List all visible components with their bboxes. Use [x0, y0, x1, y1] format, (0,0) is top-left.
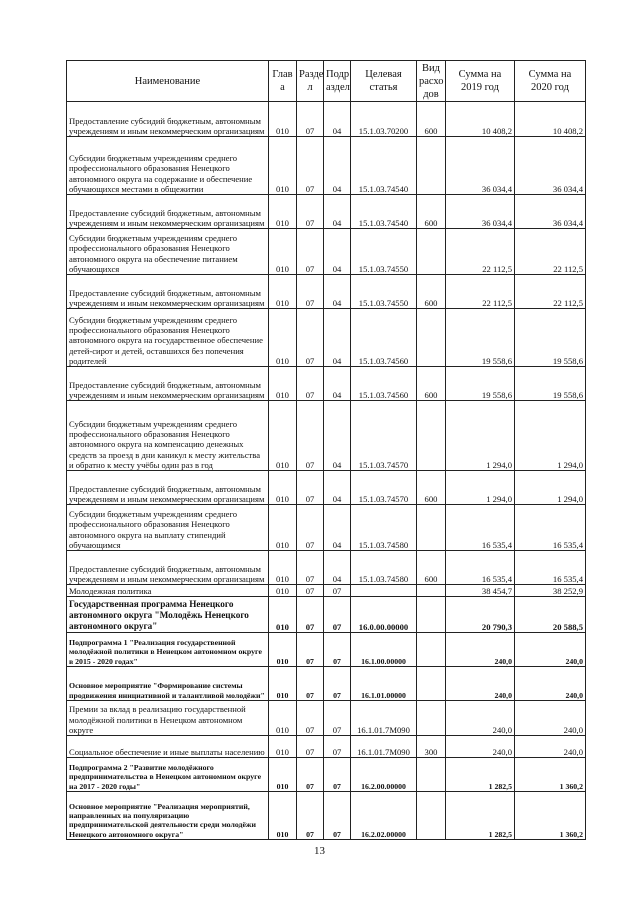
target-article-cell: 16.1.01.7М090 — [351, 736, 417, 758]
expense-type-cell — [417, 505, 446, 551]
table-row — [67, 195, 586, 229]
podrazdel-cell: 04 — [324, 471, 351, 505]
header-podrazdel: Подр аздел — [324, 61, 351, 102]
podrazdel-cell: 07 — [324, 701, 351, 736]
podrazdel-cell: 04 — [324, 102, 351, 137]
expense-type-cell — [417, 597, 446, 633]
table-row — [67, 505, 586, 551]
sum-2019-cell: 240,0 — [446, 667, 515, 701]
razdel-cell: 07 — [297, 401, 324, 471]
table-row — [67, 137, 586, 195]
table-row — [67, 551, 586, 585]
sum-2019-cell: 36 034,4 — [446, 195, 515, 229]
razdel-cell: 07 — [297, 102, 324, 137]
sum-2020-cell: 19 558,6 — [515, 367, 586, 401]
target-article-cell: 15.1.03.74540 — [351, 195, 417, 229]
target-article-cell: 15.1.03.74550 — [351, 275, 417, 309]
target-article-cell: 15.1.03.74560 — [351, 309, 417, 367]
row-name-cell: Субсидии бюджетным учреждениям среднего профессионального образования Ненецкого автономного округа на государственное обеспечение детей-сирот и детей, оставшихся без попечения родителей — [67, 309, 269, 367]
razdel-cell: 07 — [297, 309, 324, 367]
table-row — [67, 701, 586, 736]
table-row — [67, 471, 586, 505]
row-name-cell: Предоставление субсидий бюджетным, автономным учреждениям и иным некоммерческим организациям — [67, 102, 269, 137]
row-name-cell: Молодежная политика — [67, 585, 269, 597]
sum-2020-cell: 240,0 — [515, 701, 586, 736]
target-article-cell: 15.1.03.74570 — [351, 401, 417, 471]
table-row — [67, 367, 586, 401]
row-name-cell: Предоставление субсидий бюджетным, автономным учреждениям и иным некоммерческим организациям — [67, 367, 269, 401]
header-glava: Глав а — [269, 61, 297, 102]
expense-type-cell — [417, 229, 446, 275]
sum-2019-cell: 19 558,6 — [446, 309, 515, 367]
sum-2019-cell: 16 535,4 — [446, 551, 515, 585]
sum-2019-cell: 20 790,3 — [446, 597, 515, 633]
razdel-cell: 07 — [297, 597, 324, 633]
expense-type-cell — [417, 137, 446, 195]
podrazdel-cell: 04 — [324, 309, 351, 367]
table-row — [67, 667, 586, 701]
expense-type-cell: 600 — [417, 367, 446, 401]
sum-2020-cell: 1 294,0 — [515, 471, 586, 505]
target-article-cell: 16.1.00.00000 — [351, 633, 417, 667]
header-sum-2020: Сумма на 2020 год — [515, 61, 586, 102]
row-name-cell: Субсидии бюджетным учреждениям среднего профессионального образования Ненецкого автономного округа на содержание и обеспечение обучающихся местами в общежитии — [67, 137, 269, 195]
podrazdel-cell: 04 — [324, 367, 351, 401]
row-name-cell: Предоставление субсидий бюджетным, автономным учреждениям и иным некоммерческим организациям — [67, 551, 269, 585]
row-name-cell: Подпрограмма 2 "Развитие молодёжного предпринимательства в Ненецком автономном округе на 2017 - 2020 годы" — [67, 758, 269, 792]
razdel-cell: 07 — [297, 701, 324, 736]
sum-2020-cell: 16 535,4 — [515, 505, 586, 551]
table-row — [67, 275, 586, 309]
sum-2020-cell: 240,0 — [515, 633, 586, 667]
target-article-cell: 15.1.03.74580 — [351, 551, 417, 585]
glava-cell: 010 — [269, 597, 297, 633]
target-article-cell: 15.1.03.74540 — [351, 137, 417, 195]
sum-2019-cell: 1 282,5 — [446, 792, 515, 840]
sum-2019-cell: 1 294,0 — [446, 401, 515, 471]
sum-2020-cell: 22 112,5 — [515, 229, 586, 275]
table-row — [67, 792, 586, 840]
razdel-cell: 07 — [297, 505, 324, 551]
row-name-cell: Субсидии бюджетным учреждениям среднего профессионального образования Ненецкого автономного округа на выплату стипендий обучающимся — [67, 505, 269, 551]
glava-cell: 010 — [269, 701, 297, 736]
razdel-cell: 07 — [297, 551, 324, 585]
razdel-cell: 07 — [297, 137, 324, 195]
header-name: Наименование — [67, 61, 269, 102]
expense-type-cell — [417, 701, 446, 736]
expense-type-cell: 600 — [417, 471, 446, 505]
row-name-cell: Предоставление субсидий бюджетным, автономным учреждениям и иным некоммерческим организациям — [67, 275, 269, 309]
target-article-cell: 16.2.00.00000 — [351, 758, 417, 792]
table-header-row — [67, 61, 586, 102]
sum-2019-cell: 240,0 — [446, 736, 515, 758]
row-name-cell: Государственная программа Ненецкого автономного округа "Молодёжь Ненецкого автономного округа" — [67, 597, 269, 633]
target-article-cell: 16.1.01.00000 — [351, 667, 417, 701]
table-row — [67, 633, 586, 667]
table-row — [67, 401, 586, 471]
podrazdel-cell: 04 — [324, 229, 351, 275]
expense-type-cell: 600 — [417, 551, 446, 585]
podrazdel-cell: 04 — [324, 195, 351, 229]
razdel-cell: 07 — [297, 471, 324, 505]
sum-2019-cell: 36 034,4 — [446, 137, 515, 195]
expense-type-cell — [417, 309, 446, 367]
sum-2020-cell: 1 294,0 — [515, 401, 586, 471]
sum-2019-cell: 38 454,7 — [446, 585, 515, 597]
razdel-cell: 07 — [297, 195, 324, 229]
target-article-cell: 15.1.03.74550 — [351, 229, 417, 275]
sum-2020-cell: 1 360,2 — [515, 792, 586, 840]
target-article-cell — [351, 585, 417, 597]
target-article-cell: 15.1.03.74560 — [351, 367, 417, 401]
glava-cell: 010 — [269, 585, 297, 597]
header-razdel: Разде л — [297, 61, 324, 102]
sum-2019-cell: 16 535,4 — [446, 505, 515, 551]
sum-2019-cell: 22 112,5 — [446, 275, 515, 309]
budget-table — [66, 60, 586, 840]
podrazdel-cell: 04 — [324, 505, 351, 551]
glava-cell: 010 — [269, 275, 297, 309]
sum-2019-cell: 1 282,5 — [446, 758, 515, 792]
expense-type-cell — [417, 585, 446, 597]
sum-2020-cell: 10 408,2 — [515, 102, 586, 137]
razdel-cell: 07 — [297, 792, 324, 840]
podrazdel-cell: 04 — [324, 137, 351, 195]
expense-type-cell — [417, 401, 446, 471]
row-name-cell: Подпрограмма 1 "Реализация государственной молодёжной политики в Ненецком автономном округе в 2015 - 2020 годах" — [67, 633, 269, 667]
sum-2020-cell: 36 034,4 — [515, 195, 586, 229]
razdel-cell: 07 — [297, 275, 324, 309]
podrazdel-cell: 07 — [324, 736, 351, 758]
glava-cell: 010 — [269, 505, 297, 551]
table-row — [67, 102, 586, 137]
target-article-cell: 15.1.03.70200 — [351, 102, 417, 137]
row-name-cell: Основное мероприятие "Формирование системы продвижения инициативной и талантливой молодёжи" — [67, 667, 269, 701]
podrazdel-cell: 07 — [324, 633, 351, 667]
expense-type-cell — [417, 633, 446, 667]
glava-cell: 010 — [269, 792, 297, 840]
page-number: 13 — [314, 845, 325, 857]
sum-2020-cell: 36 034,4 — [515, 137, 586, 195]
table-row — [67, 585, 586, 597]
glava-cell: 010 — [269, 736, 297, 758]
razdel-cell: 07 — [297, 585, 324, 597]
glava-cell: 010 — [269, 137, 297, 195]
podrazdel-cell: 07 — [324, 667, 351, 701]
sum-2020-cell: 19 558,6 — [515, 309, 586, 367]
row-name-cell: Основное мероприятие "Реализация мероприятий, направленных на популяризацию предпринимательской деятельности среди молодёжи Ненецкого автономного округа" — [67, 792, 269, 840]
target-article-cell: 16.2.02.00000 — [351, 792, 417, 840]
glava-cell: 010 — [269, 758, 297, 792]
table-row — [67, 309, 586, 367]
target-article-cell: 16.0.00.00000 — [351, 597, 417, 633]
glava-cell: 010 — [269, 102, 297, 137]
header-expense-type: Вид расхо дов — [417, 61, 446, 102]
expense-type-cell: 300 — [417, 736, 446, 758]
razdel-cell: 07 — [297, 229, 324, 275]
razdel-cell: 07 — [297, 367, 324, 401]
header-sum-2019: Сумма на 2019 год — [446, 61, 515, 102]
podrazdel-cell: 04 — [324, 551, 351, 585]
podrazdel-cell: 07 — [324, 585, 351, 597]
table-body — [67, 102, 586, 840]
sum-2020-cell: 38 252,9 — [515, 585, 586, 597]
row-name-cell: Субсидии бюджетным учреждениям среднего профессионального образования Ненецкого автономного округа на компенсацию денежных средств за проезд в дни каникул к месту жительства и обратно к месту учёбы один раз в год — [67, 401, 269, 471]
expense-type-cell: 600 — [417, 195, 446, 229]
expense-type-cell: 600 — [417, 102, 446, 137]
sum-2019-cell: 22 112,5 — [446, 229, 515, 275]
razdel-cell: 07 — [297, 758, 324, 792]
sum-2019-cell: 1 294,0 — [446, 471, 515, 505]
podrazdel-cell: 04 — [324, 401, 351, 471]
expense-type-cell — [417, 667, 446, 701]
table-row — [67, 229, 586, 275]
header-target-article: Целевая статья — [351, 61, 417, 102]
sum-2019-cell: 19 558,6 — [446, 367, 515, 401]
podrazdel-cell: 04 — [324, 275, 351, 309]
expense-type-cell — [417, 758, 446, 792]
row-name-cell: Социальное обеспечение и иные выплаты населению — [67, 736, 269, 758]
sum-2019-cell: 240,0 — [446, 633, 515, 667]
glava-cell: 010 — [269, 633, 297, 667]
podrazdel-cell: 07 — [324, 597, 351, 633]
glava-cell: 010 — [269, 667, 297, 701]
sum-2020-cell: 1 360,2 — [515, 758, 586, 792]
podrazdel-cell: 07 — [324, 792, 351, 840]
sum-2019-cell: 240,0 — [446, 701, 515, 736]
row-name-cell: Субсидии бюджетным учреждениям среднего профессионального образования Ненецкого автономного округа на обеспечение питанием обучающихся — [67, 229, 269, 275]
glava-cell: 010 — [269, 309, 297, 367]
razdel-cell: 07 — [297, 633, 324, 667]
target-article-cell: 15.1.03.74580 — [351, 505, 417, 551]
expense-type-cell: 600 — [417, 275, 446, 309]
row-name-cell: Предоставление субсидий бюджетным, автономным учреждениям и иным некоммерческим организациям — [67, 195, 269, 229]
sum-2020-cell: 22 112,5 — [515, 275, 586, 309]
expense-type-cell — [417, 792, 446, 840]
sum-2020-cell: 240,0 — [515, 736, 586, 758]
row-name-cell: Премии за вклад в реализацию государственной молодёжной политики в Ненецком автономном округе — [67, 701, 269, 736]
table-row — [67, 736, 586, 758]
row-name-cell: Предоставление субсидий бюджетным, автономным учреждениям и иным некоммерческим организациям — [67, 471, 269, 505]
table-row — [67, 597, 586, 633]
glava-cell: 010 — [269, 229, 297, 275]
razdel-cell: 07 — [297, 736, 324, 758]
podrazdel-cell: 07 — [324, 758, 351, 792]
glava-cell: 010 — [269, 401, 297, 471]
glava-cell: 010 — [269, 551, 297, 585]
glava-cell: 010 — [269, 367, 297, 401]
sum-2020-cell: 16 535,4 — [515, 551, 586, 585]
sum-2020-cell: 20 588,5 — [515, 597, 586, 633]
target-article-cell: 15.1.03.74570 — [351, 471, 417, 505]
sum-2020-cell: 240,0 — [515, 667, 586, 701]
razdel-cell: 07 — [297, 667, 324, 701]
glava-cell: 010 — [269, 471, 297, 505]
sum-2019-cell: 10 408,2 — [446, 102, 515, 137]
glava-cell: 010 — [269, 195, 297, 229]
table-row — [67, 758, 586, 792]
target-article-cell: 16.1.01.7М090 — [351, 701, 417, 736]
